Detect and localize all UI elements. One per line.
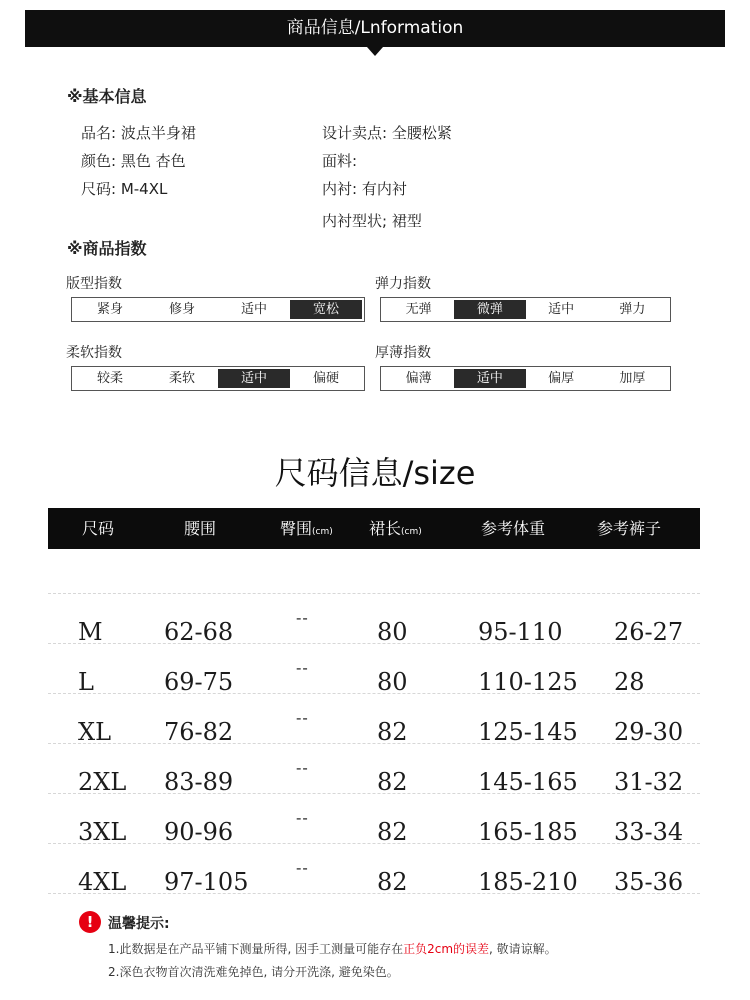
hip-cell: -- [296, 808, 309, 827]
scale-option: 宽松 [290, 300, 362, 319]
product-color: 颜色: 黑色 杏色 [81, 152, 186, 170]
size-cell: 2XL [78, 768, 127, 796]
header-banner [25, 10, 725, 47]
pants-cell: 29-30 [614, 718, 684, 746]
pants-cell: 28 [614, 668, 645, 696]
weight-cell: 95-110 [478, 618, 563, 646]
length-cell: 82 [377, 718, 408, 746]
product-name: 品名: 波点半身裙 [81, 124, 196, 142]
header-length: 裙长(cm) [369, 519, 422, 538]
waist-cell: 83-89 [164, 768, 234, 796]
scale-option: 加厚 [619, 371, 646, 386]
elasticity-index-label: 弹力指数 [375, 276, 431, 292]
scale-option: 修身 [168, 302, 195, 317]
tip-line-2: 2.深色衣物首次清洗难免掉色, 请分开洗涤, 避免染色。 [108, 965, 399, 979]
thickness-index-scale [380, 366, 671, 391]
header-hip: 臀围(cm) [280, 519, 333, 538]
header-size: 尺码 [82, 519, 115, 538]
tip-line-1: 1.此数据是在产品平铺下测量所得, 因手工测量可能存在正负2cm的误差, 敬请谅解。 [108, 942, 557, 956]
row-divider [48, 593, 700, 594]
basic-info-title: ※基本信息 [67, 87, 147, 106]
lining: 内衬: 有内衬 [322, 180, 407, 198]
scale-option: 适中 [454, 369, 525, 388]
fabric: 面料: [322, 152, 358, 170]
waist-cell: 69-75 [164, 668, 234, 696]
pants-cell: 26-27 [614, 618, 684, 646]
header-title: 商品信息/Lnformation [286, 18, 464, 38]
scale-option: 适中 [240, 302, 267, 317]
scale-option: 偏厚 [548, 371, 575, 386]
waist-cell: 97-105 [164, 868, 249, 896]
row-divider [48, 743, 700, 744]
length-cell: 82 [377, 818, 408, 846]
softness-index-scale [71, 366, 365, 391]
scale-option: 紧身 [96, 302, 123, 317]
product-size-range: 尺码: M-4XL [81, 180, 168, 198]
size-section-title: 尺码信息/size [274, 454, 476, 492]
softness-index-label: 柔软指数 [66, 345, 122, 361]
scale-option: 适中 [548, 302, 575, 317]
scale-option: 柔软 [168, 371, 195, 386]
hip-cell: -- [296, 658, 309, 677]
scale-option: 微弹 [454, 300, 525, 319]
hip-cell: -- [296, 758, 309, 777]
size-cell: 4XL [78, 868, 127, 896]
size-cell: L [78, 668, 94, 696]
tip-error-highlight: 正负2cm的误差 [403, 942, 490, 956]
row-divider [48, 693, 700, 694]
hip-cell: -- [296, 708, 309, 727]
header-pants: 参考裤子 [597, 519, 662, 538]
weight-cell: 165-185 [478, 818, 578, 846]
scale-option: 弹力 [619, 302, 646, 317]
header-weight: 参考体重 [481, 519, 546, 538]
pants-cell: 31-32 [614, 768, 684, 796]
scale-option: 较柔 [96, 371, 123, 386]
length-cell: 82 [377, 868, 408, 896]
weight-cell: 145-165 [478, 768, 578, 796]
size-cell: 3XL [78, 818, 127, 846]
waist-cell: 62-68 [164, 618, 234, 646]
row-divider [48, 893, 700, 894]
length-cell: 80 [377, 668, 408, 696]
scale-option: 无弹 [405, 302, 432, 317]
row-divider [48, 643, 700, 644]
row-divider [48, 793, 700, 794]
hip-cell: -- [296, 608, 309, 627]
hip-cell: -- [296, 858, 309, 877]
tip-title: 温馨提示: [108, 916, 170, 932]
waist-cell: 90-96 [164, 818, 234, 846]
exclamation-icon: ! [79, 911, 101, 933]
elasticity-index-scale [380, 297, 671, 322]
weight-cell: 125-145 [478, 718, 578, 746]
scale-option: 适中 [218, 369, 290, 388]
fit-index-label: 版型指数 [66, 276, 122, 292]
length-cell: 82 [377, 768, 408, 796]
pants-cell: 35-36 [614, 868, 684, 896]
size-cell: XL [78, 718, 112, 746]
waist-cell: 76-82 [164, 718, 234, 746]
weight-cell: 110-125 [478, 668, 578, 696]
scale-option: 偏硬 [312, 371, 339, 386]
row-divider [48, 843, 700, 844]
header-waist: 腰围 [184, 519, 217, 538]
weight-cell: 185-210 [478, 868, 578, 896]
size-cell: M [78, 618, 103, 646]
banner-arrow [367, 47, 383, 56]
product-index-title: ※商品指数 [67, 239, 147, 258]
thickness-index-label: 厚薄指数 [375, 345, 431, 361]
length-cell: 80 [377, 618, 408, 646]
design-feature: 设计卖点: 全腰松紧 [322, 124, 452, 142]
pants-cell: 33-34 [614, 818, 684, 846]
scale-option: 偏薄 [405, 371, 432, 386]
size-table-header [48, 508, 700, 549]
lining-shape: 内衬型状; 裙型 [322, 212, 422, 230]
fit-index-scale [71, 297, 365, 322]
